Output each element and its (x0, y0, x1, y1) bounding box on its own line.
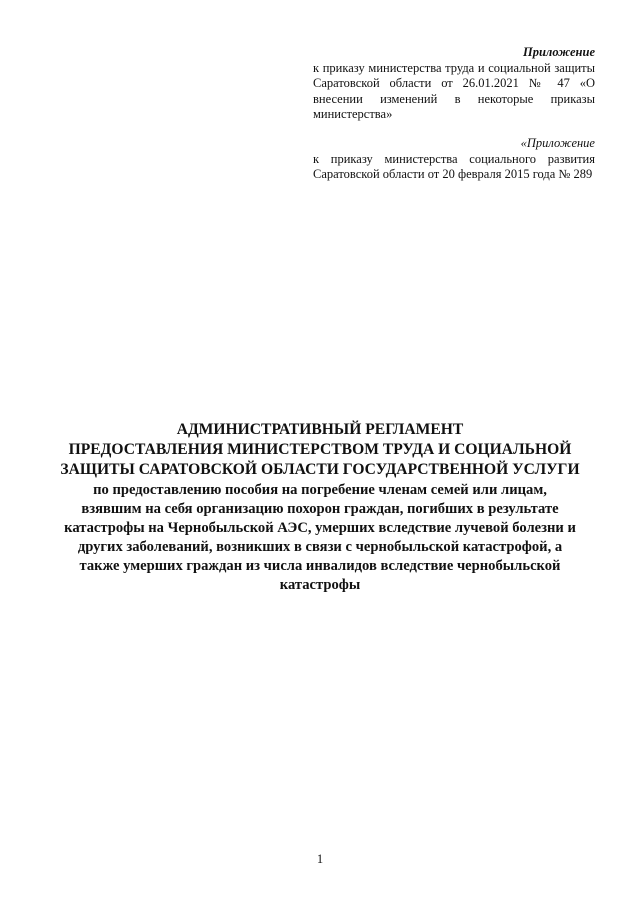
document-subtitle-line-1: по предоставлению пособия на погребение членам семей или лицам, (93, 482, 547, 498)
document-title-block (60, 420, 580, 594)
appendix-heading-previous: «Приложение (520, 136, 595, 150)
appendix-heading: Приложение (522, 45, 595, 59)
document-subtitle-line-3: катастрофы на Чернобыльской АЭС, умерших вследствие лучевой болезни и (64, 520, 576, 536)
page-number: 1 (316, 852, 324, 866)
document-subtitle-line-5: также умерших граждан из числа инвалидов вследствие чернобыльской (79, 558, 561, 574)
appendix-block-current (313, 45, 595, 123)
document-title-line-3: ЗАЩИТЫ САРАТОВСКОЙ ОБЛАСТИ ГОСУДАРСТВЕННОЙ УСЛУГИ (60, 461, 580, 478)
document-subtitle-line-2: взявшим на себя организацию похорон граждан, погибших в результате (81, 501, 559, 517)
document-title-line-1: АДМИНИСТРАТИВНЫЙ РЕГЛАМЕНТ (176, 421, 464, 438)
document-subtitle-line-4: других заболеваний, возникших в связи с чернобыльской катастрофой, а (77, 539, 563, 555)
appendix-reference-text: к приказу министерства труда и социальной защиты Саратовской области от 26.01.2021 № 47 «О внесении изменений в некоторые приказы министерства» (313, 60, 595, 122)
appendix-block-previous (313, 136, 595, 183)
document-title-line-2: ПРЕДОСТАВЛЕНИЯ МИНИСТЕРСТВОМ ТРУДА И СОЦИАЛЬНОЙ (68, 441, 572, 458)
appendix-reference-text-previous: к приказу министерства социального развития Саратовской области от 20 февраля 2015 года № 289 (313, 151, 595, 182)
document-subtitle-line-6: катастрофы (279, 577, 361, 593)
